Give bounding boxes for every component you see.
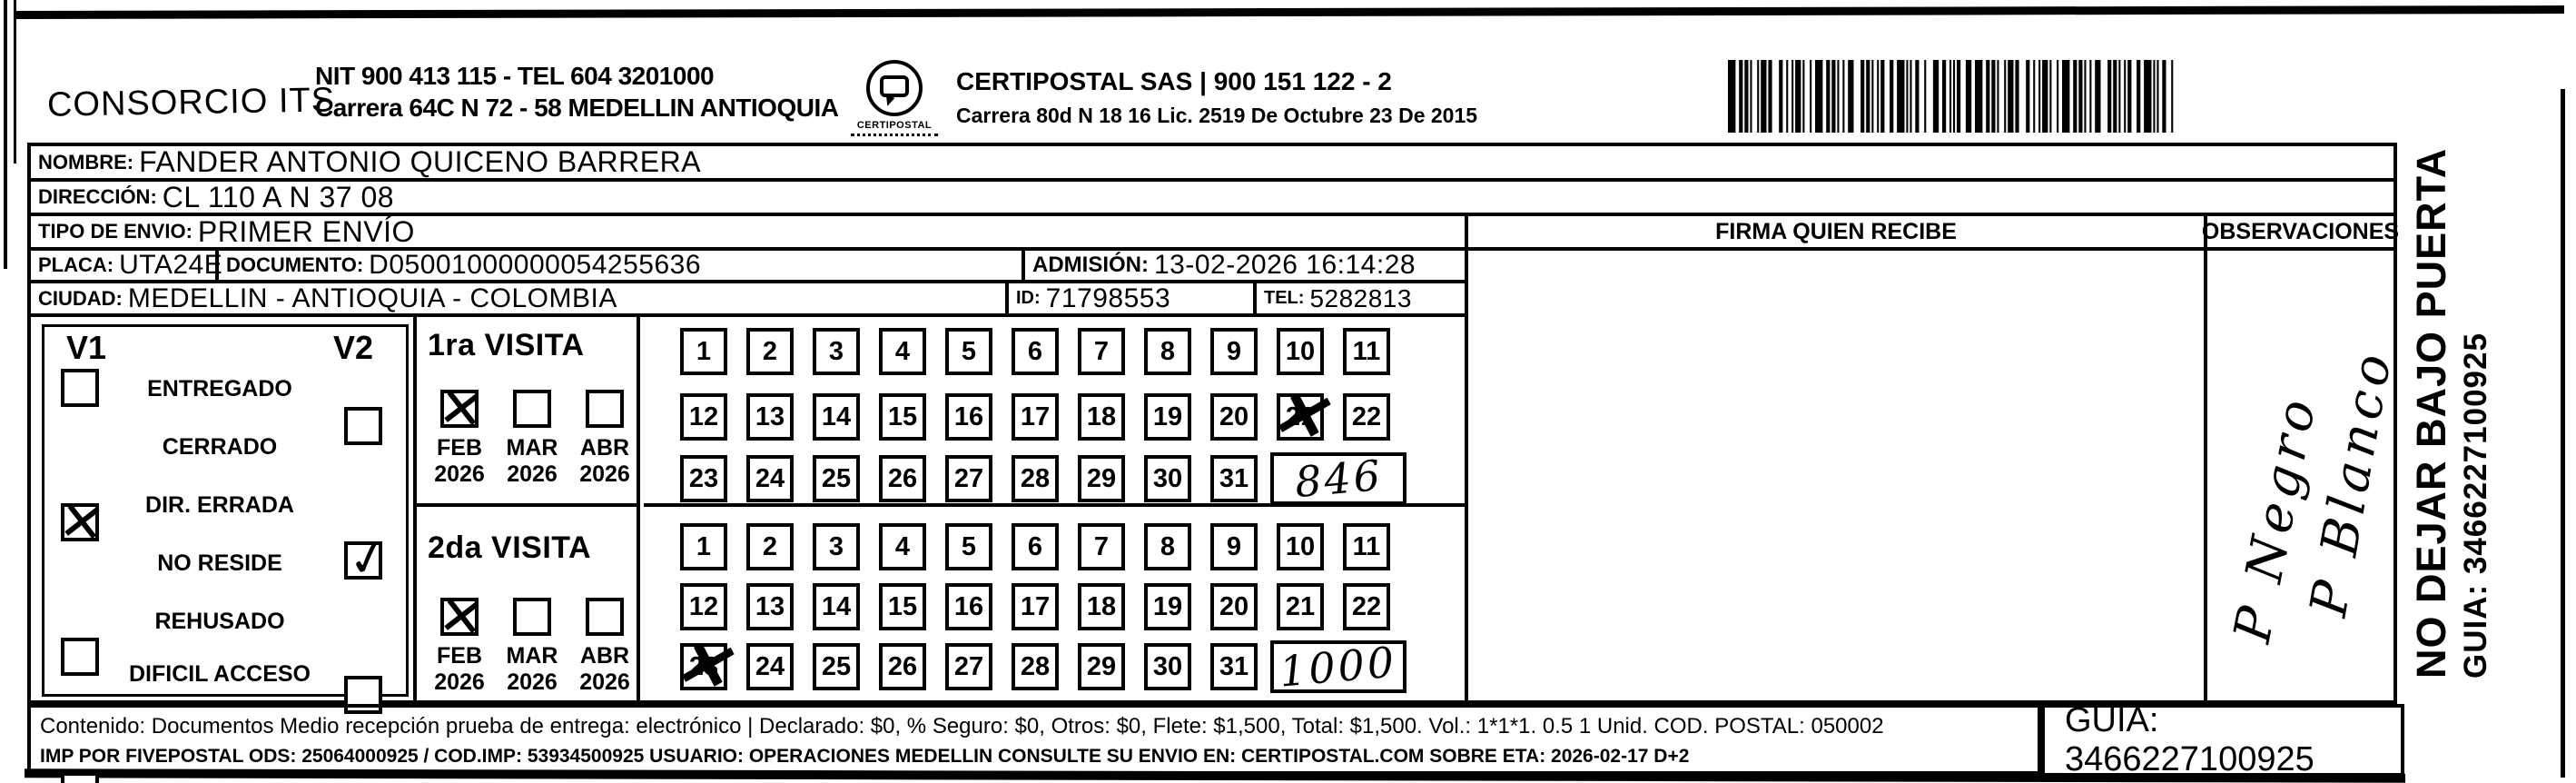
nombre-value: FANDER ANTONIO QUICENO BARRERA bbox=[139, 145, 702, 178]
day-cell-7: 7 bbox=[1078, 523, 1125, 570]
day-cell-28: 28 bbox=[1012, 643, 1059, 690]
field-id bbox=[1005, 283, 1253, 317]
day-cell-27: 27 bbox=[945, 455, 992, 502]
day-cell-30: 30 bbox=[1144, 643, 1191, 690]
day-cell-9: 9 bbox=[1210, 328, 1258, 375]
day-cell-14: 14 bbox=[813, 393, 860, 441]
day-cell-23: 23 bbox=[680, 455, 727, 502]
observaciones-handwriting-line2: P Blanco bbox=[2299, 344, 2404, 621]
day-row bbox=[680, 583, 1390, 630]
visit-title: 1ra VISITA bbox=[428, 328, 585, 362]
day-cell-13: 13 bbox=[746, 393, 794, 441]
tel-label: TEL: bbox=[1264, 288, 1305, 308]
month-year: 2026 bbox=[434, 461, 485, 487]
day-cell-10: 10 bbox=[1277, 328, 1324, 375]
month-label: MAR bbox=[506, 643, 558, 669]
day-cell-2: 2 bbox=[746, 523, 794, 570]
company-nit-line: NIT 900 413 115 - TEL 604 3201000 bbox=[315, 62, 715, 90]
side-warning-text: NO DEJAR BAJO PUERTA bbox=[2408, 147, 2454, 679]
month-option-mar bbox=[497, 598, 568, 696]
day-cell-5: 5 bbox=[945, 328, 992, 375]
day-cell-4: 4 bbox=[879, 523, 926, 570]
handwritten-time: 846 bbox=[1292, 450, 1385, 508]
handwritten-time: 1000 bbox=[1278, 637, 1399, 697]
day-cell-13: 13 bbox=[746, 583, 794, 630]
month-year: 2026 bbox=[434, 669, 485, 695]
placa-value: UTA24E bbox=[119, 250, 223, 280]
day-row bbox=[680, 643, 1258, 690]
month-label: MAR bbox=[506, 435, 558, 461]
status-option-label: NO RESIDE bbox=[157, 550, 282, 576]
day-cell-22: 22 bbox=[1343, 583, 1390, 630]
month-label: FEB bbox=[437, 435, 482, 461]
month-label: ABR bbox=[579, 643, 630, 669]
month-option-feb bbox=[424, 598, 495, 696]
tel-value: 5282813 bbox=[1309, 283, 1412, 312]
ciudad-label: CIUDAD: bbox=[38, 286, 123, 310]
certipostal-info-line1: CERTIPOSTAL SAS | 900 151 122 - 2 bbox=[956, 67, 1392, 95]
day-cell-20: 20 bbox=[1210, 393, 1258, 441]
visit-title: 2da VISITA bbox=[428, 530, 592, 565]
month-option-mar bbox=[497, 390, 568, 488]
visit-1-day-grid bbox=[644, 317, 1465, 507]
day-cell-21: 21 bbox=[1277, 583, 1324, 630]
visit-1-months bbox=[417, 317, 640, 507]
field-tel bbox=[1253, 283, 1465, 317]
day-cell-15: 15 bbox=[879, 583, 926, 630]
day-cell-23: 23 ✕ bbox=[680, 643, 727, 690]
field-placa bbox=[31, 250, 223, 283]
day-cell-1: 1 bbox=[680, 523, 727, 570]
id-label: ID: bbox=[1016, 288, 1041, 308]
day-cell-11: 11 bbox=[1343, 523, 1390, 570]
observaciones-handwriting-line1: P Negro bbox=[2223, 390, 2329, 648]
visit-2-day-grid bbox=[644, 510, 1465, 700]
contenido-cell bbox=[27, 704, 2041, 775]
logo-tagline-decoration bbox=[851, 134, 938, 136]
day-cell-31: 31 bbox=[1210, 455, 1258, 502]
visit-2-months bbox=[417, 510, 640, 700]
status-option-label: REHUSADO bbox=[154, 609, 285, 634]
status-option-label: CERRADO bbox=[162, 434, 278, 460]
id-value: 71798553 bbox=[1045, 282, 1171, 313]
day-cell-6: 6 bbox=[1012, 523, 1059, 570]
day-row bbox=[680, 455, 1258, 502]
month-checkbox-mar bbox=[513, 390, 551, 428]
status-option-label: DIR. ERRADA bbox=[145, 492, 294, 518]
direccion-label: DIRECCIÓN: bbox=[38, 185, 157, 208]
day-cell-26: 26 bbox=[879, 455, 926, 502]
observaciones-header: OBSERVACIONES bbox=[2204, 216, 2393, 251]
field-admision bbox=[1022, 251, 1465, 283]
day-cell-16: 16 bbox=[945, 393, 992, 441]
direccion-value: CL 110 A N 37 08 bbox=[162, 180, 395, 213]
firma-quien-recibe-header: FIRMA QUIEN RECIBE bbox=[1465, 216, 2204, 251]
month-checkbox-feb bbox=[440, 598, 479, 636]
day-cell-8: 8 bbox=[1144, 523, 1191, 570]
day-row bbox=[680, 393, 1390, 441]
day-cell-18: 18 bbox=[1078, 393, 1125, 441]
day-cell-12: 12 bbox=[680, 583, 727, 630]
v2-checkbox-cerrado bbox=[344, 541, 382, 580]
v2-checkbox-entregado bbox=[344, 407, 382, 445]
day-cell-9: 9 bbox=[1210, 523, 1258, 570]
day-cell-2: 2 bbox=[746, 328, 794, 375]
month-checkbox-mar bbox=[513, 598, 551, 636]
month-checkbox-abr bbox=[586, 598, 624, 636]
company-name: CONSORCIO ITS bbox=[46, 81, 336, 124]
day-cell-7: 7 bbox=[1078, 328, 1125, 375]
field-documento bbox=[219, 251, 1022, 283]
tracking-barcode bbox=[1728, 60, 2180, 133]
v1-checkbox-dir-errada bbox=[61, 638, 99, 676]
month-label: ABR bbox=[579, 435, 630, 461]
day-cell-1: 1 bbox=[680, 328, 727, 375]
day-cell-28: 28 bbox=[1012, 455, 1059, 502]
visit-day-grids bbox=[644, 317, 1465, 700]
day-cell-5: 5 bbox=[945, 523, 992, 570]
ciudad-value: MEDELLIN - ANTIOQUIA - COLOMBIA bbox=[127, 282, 617, 313]
month-label: FEB bbox=[437, 643, 482, 669]
month-year: 2026 bbox=[579, 669, 630, 695]
status-inner-box bbox=[42, 324, 409, 697]
day-cell-3: 3 bbox=[813, 523, 860, 570]
logo-wordmark: CERTIPOSTAL bbox=[856, 120, 933, 131]
documento-value: D05001000000054255636 bbox=[369, 250, 702, 280]
form-table bbox=[27, 143, 2400, 704]
day-cell-29: 29 bbox=[1078, 643, 1125, 690]
day-row bbox=[680, 328, 1390, 375]
month-checkbox-feb bbox=[440, 390, 479, 428]
admision-label: ADMISIÓN: bbox=[1032, 253, 1149, 277]
placa-label: PLACA: bbox=[38, 253, 114, 276]
day-cell-20: 20 bbox=[1210, 583, 1258, 630]
day-cell-27: 27 bbox=[945, 643, 992, 690]
speech-bubble-icon bbox=[880, 75, 909, 97]
field-ciudad bbox=[31, 283, 1005, 317]
month-year: 2026 bbox=[579, 461, 630, 487]
day-cell-21: 21 ✕ bbox=[1277, 393, 1324, 441]
company-address-line: Carrera 64C N 72 - 58 MEDELLIN ANTIOQUIA bbox=[315, 94, 839, 122]
scan-artifact-right-edge bbox=[2561, 89, 2565, 778]
side-guia-number: GUIA: 3466227100925 bbox=[2458, 332, 2493, 679]
speech-bubble-tail-icon bbox=[883, 95, 895, 108]
guia-number-box bbox=[2041, 701, 2404, 778]
day-cell-17: 17 bbox=[1012, 393, 1059, 441]
status-section bbox=[31, 317, 417, 700]
day-cell-6: 6 bbox=[1012, 328, 1059, 375]
day-cell-3: 3 bbox=[813, 328, 860, 375]
month-option-feb bbox=[424, 390, 495, 488]
v1-column-header: V1 bbox=[66, 329, 107, 366]
certipostal-logo-icon bbox=[866, 60, 923, 116]
day-cell-18: 18 bbox=[1078, 583, 1125, 630]
guia-number-text: GUIA: 3466227100925 bbox=[2065, 701, 2314, 778]
day-cell-19: 19 bbox=[1144, 393, 1191, 441]
firma-quien-recibe-area bbox=[1465, 251, 2204, 700]
certipostal-info-line2: Carrera 80d N 18 16 Lic. 2519 De Octubre 23 De 2015 bbox=[956, 104, 1478, 127]
day-cell-17: 17 bbox=[1012, 583, 1059, 630]
day-cell-19: 19 bbox=[1144, 583, 1191, 630]
v1-checkbox-entregado bbox=[61, 369, 99, 407]
day-cell-4: 4 bbox=[879, 328, 926, 375]
visit-month-section bbox=[417, 317, 640, 700]
day-cell-24: 24 bbox=[746, 455, 794, 502]
day-cell-10: 10 bbox=[1277, 523, 1324, 570]
scan-artifact-left-edge-2 bbox=[14, 0, 16, 164]
tipo-envio-value: PRIMER ENVÍO bbox=[197, 214, 415, 248]
status-option-label: ENTREGADO bbox=[147, 376, 292, 401]
month-option-abr bbox=[569, 390, 640, 488]
contenido-line: Contenido: Documentos Medio recepción prueba de entrega: electrónico | Declarado: $0, % Seguro: $0, Otros: $0, Flete: $1,500, Total: $1,500. Vol.: 1*1*1. 0.5 1 Unid. COD. POSTAL: 050002 bbox=[40, 714, 1884, 738]
day-cell-11: 11 bbox=[1343, 328, 1390, 375]
handwritten-time-box bbox=[1270, 637, 1406, 697]
handwritten-time-box bbox=[1270, 450, 1406, 508]
month-option-abr bbox=[569, 598, 640, 696]
day-cell-22: 22 bbox=[1343, 393, 1390, 441]
status-option-label: DIFICIL ACCESO bbox=[128, 661, 311, 687]
day-cell-29: 29 bbox=[1078, 455, 1125, 502]
day-row bbox=[680, 523, 1390, 570]
day-cell-15: 15 bbox=[879, 393, 926, 441]
month-checkbox-abr bbox=[586, 390, 624, 428]
tipo-envio-label: TIPO DE ENVIO: bbox=[38, 220, 192, 243]
scan-artifact-top-line bbox=[16, 5, 2564, 19]
scan-artifact-left-edge bbox=[4, 0, 7, 269]
day-cell-31: 31 bbox=[1210, 643, 1258, 690]
admision-value: 13-02-2026 16:14:28 bbox=[1154, 250, 1416, 280]
field-direccion bbox=[31, 182, 2393, 216]
day-cell-25: 25 bbox=[813, 455, 860, 502]
day-cell-24: 24 bbox=[746, 643, 794, 690]
nombre-label: NOMBRE: bbox=[38, 150, 134, 173]
v2-column-header: V2 bbox=[333, 329, 374, 366]
field-nombre bbox=[31, 146, 2393, 182]
day-cell-26: 26 bbox=[879, 643, 926, 690]
day-cell-16: 16 bbox=[945, 583, 992, 630]
day-cell-25: 25 bbox=[813, 643, 860, 690]
day-cell-30: 30 bbox=[1144, 455, 1191, 502]
month-year: 2026 bbox=[507, 461, 558, 487]
v1-checkbox-cerrado bbox=[61, 503, 99, 541]
imp-line: IMP POR FIVEPOSTAL ODS: 25064000925 / COD.IMP: 53934500925 USUARIO: OPERACIONES MEDELLIN CONSULTE SU ENVIO EN: CERTIPOSTAL.COM SOBRE ETA: 2026-02-17 D+2 bbox=[40, 746, 1690, 767]
month-year: 2026 bbox=[507, 669, 558, 695]
day-cell-12: 12 bbox=[680, 393, 727, 441]
documento-label: DOCUMENTO: bbox=[226, 253, 364, 276]
field-tipo-envio bbox=[31, 216, 1465, 251]
day-cell-14: 14 bbox=[813, 583, 860, 630]
day-cell-8: 8 bbox=[1144, 328, 1191, 375]
